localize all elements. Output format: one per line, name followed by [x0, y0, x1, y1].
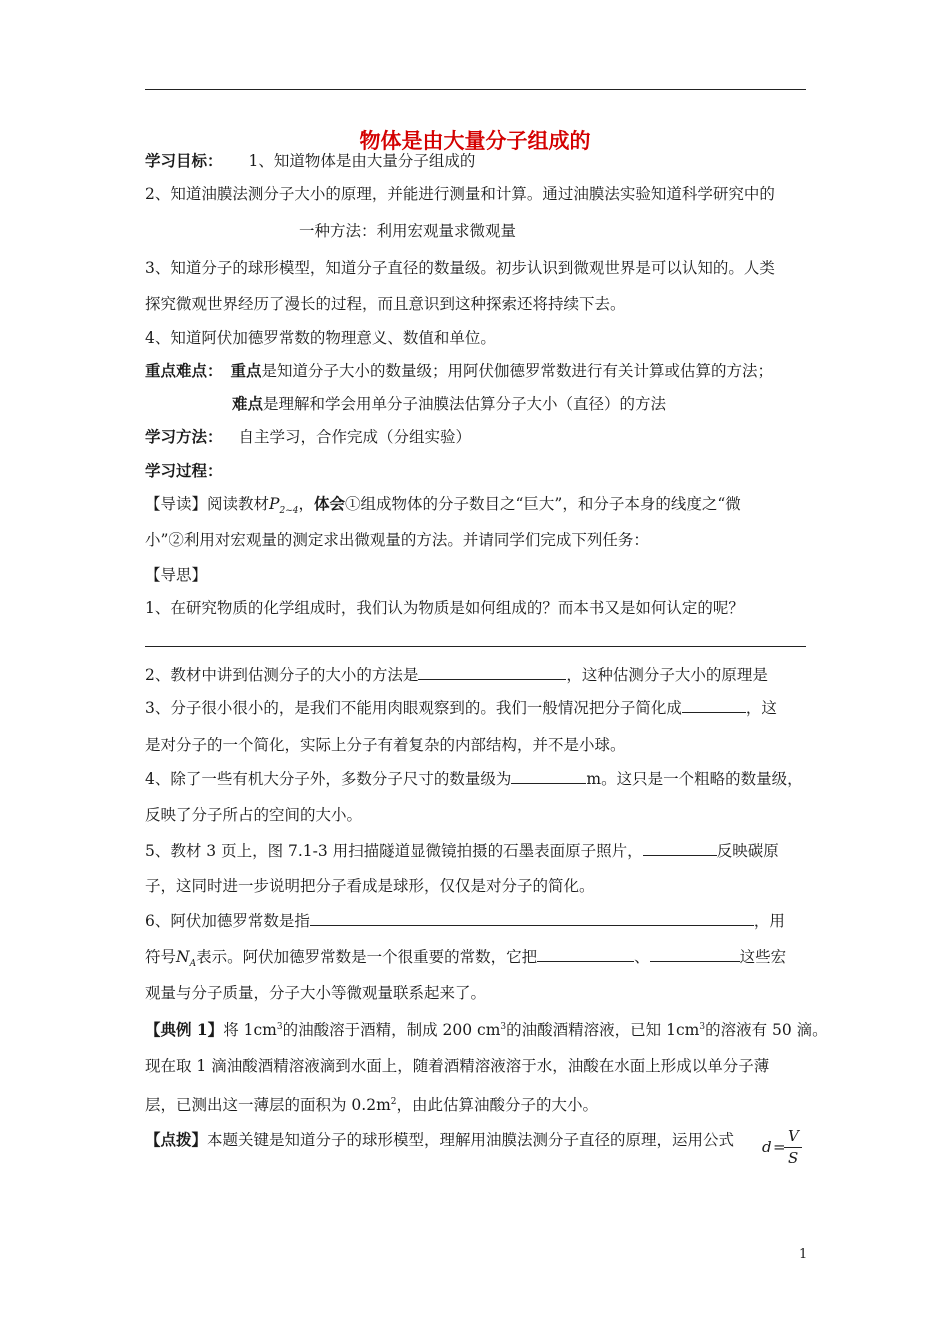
page-number: 1 [799, 1247, 808, 1262]
header-rule [145, 89, 806, 90]
key-important-text: 是知道分子大小的数量级；用阿伏伽德罗常数进行有关计算或估算的方法； [261, 362, 774, 380]
q6-text-b: ，用 [753, 912, 785, 930]
q6-blank-1[interactable] [310, 910, 754, 926]
q4-text-a: 4、除了一些有机大分子外，多数分子尺寸的数量级为 [145, 770, 512, 788]
guide-read-comma: ， [298, 495, 314, 513]
square-sup: 2 [390, 1097, 397, 1107]
method-line [145, 427, 471, 447]
example-text-d: 的溶液有 50 滴。 [705, 1021, 828, 1040]
question-1: 1、在研究物质的化学组成时，我们认为物质是如何组成的？而本书又是如何认定的呢？ [145, 599, 744, 617]
q6-text-a: 6、阿伏加德罗常数是指 [145, 912, 310, 930]
goal-2b: 一种方法：利用宏观量求微观量 [299, 222, 517, 240]
question-3 [145, 697, 777, 718]
q4-blank[interactable] [511, 768, 586, 784]
q6-text-g: 观量与分子质量，分子大小等微观量联系起来了。 [145, 984, 487, 1002]
example-line-2: 现在取 1 滴油酸酒精溶液滴到水面上，随着酒精溶液溶于水，油酸在水面上形成以单分子薄 [145, 1057, 770, 1075]
cube-sup-1: 3 [276, 1022, 283, 1032]
process-label: 学习过程： [145, 461, 223, 480]
goal-3a: 3、知道分子的球形模型，知道分子直径的数量级。初步认识到微观世界是可以认知的。人类 [145, 259, 775, 277]
answer-line-1[interactable] [145, 646, 806, 647]
key-difficult-label: 难点 [232, 394, 264, 413]
fraction-bar [784, 1147, 802, 1148]
page-title: 物体是由大量分子组成的 [359, 128, 591, 153]
goal-1: 1、知道物体是由大量分子组成的 [248, 152, 476, 170]
guide-read-text-1: 阅读教材 [207, 495, 270, 513]
q5-blank[interactable] [643, 840, 717, 856]
q6-blank-2[interactable] [537, 946, 634, 962]
example-tag: 【典例 1】 [145, 1020, 224, 1040]
q5-text-b: 反映碳原 [716, 842, 779, 860]
example-text-l3a: 层，已测出这一薄层的面积为 0.2m [145, 1096, 391, 1115]
goals-label: 学习目标： [145, 151, 223, 170]
question-2 [145, 664, 768, 685]
cube-sup-2: 3 [500, 1022, 507, 1032]
guide-read-bold: 体会 [313, 494, 345, 513]
hint-tag: 【点拨】 [145, 1130, 208, 1149]
formula-numerator: V [788, 1127, 799, 1145]
example-line-1 [145, 1017, 828, 1040]
example-text-a: 将 1cm [223, 1021, 277, 1040]
key-line-2 [232, 394, 666, 414]
q6-blank-3[interactable] [650, 946, 740, 962]
q6-text-e: 、 [634, 948, 650, 966]
q2-text-a: 2、教材中讲到估测分子的大小的方法是 [145, 666, 419, 684]
q6-line-2 [145, 946, 786, 974]
q5-text-c: 子，这同时进一步说明把分子看成是球形，仅仅是对分子的简化。 [145, 877, 595, 895]
question-6 [145, 910, 785, 931]
guide-read-line-1 [145, 494, 741, 521]
key-line-1 [145, 361, 773, 381]
q2-blank[interactable] [418, 664, 566, 680]
textbook-page-ref [269, 495, 299, 517]
q6-text-c: 符号 [145, 948, 177, 966]
q3-blank[interactable] [682, 697, 746, 713]
example-text-l3b: ，由此估算油酸分子的大小。 [396, 1096, 599, 1115]
goals-line-1 [145, 151, 475, 171]
formula-denominator: S [788, 1149, 799, 1167]
example-line-3 [145, 1092, 598, 1115]
example-text-c: 的油酸酒精溶液，已知 1cm [506, 1021, 700, 1040]
question-5 [145, 840, 779, 861]
goal-4: 4、知道阿伏加德罗常数的物理意义、数值和单位。 [145, 329, 496, 347]
method-label: 学习方法： [145, 427, 223, 446]
formula-equals: = [773, 1138, 786, 1156]
q6-text-f: 这些宏 [739, 948, 787, 966]
q4-text-b: m。这只是一个粗略的数量级， [586, 770, 803, 788]
key-difficult-text: 是理解和学会用单分子油膜法估算分子大小（直径）的方法 [263, 395, 667, 413]
q3-text-c: 是对分子的一个简化，实际上分子有着复杂的内部结构，并不是小球。 [145, 736, 626, 754]
q5-text-a: 5、教材 3 页上，图 7.1-3 用扫描隧道显微镜拍摄的石墨表面原子照片， [145, 842, 643, 860]
guide-read-text-3: ①组成物体的分子数目之“巨大”，和分子本身的线度之“微 [345, 495, 741, 513]
method-text: 自主学习，合作完成（分组实验） [238, 428, 472, 446]
goal-3b: 探究微观世界经历了漫长的过程，而且意识到这种探索还将持续下去。 [145, 295, 626, 313]
hint-line [145, 1130, 734, 1150]
q6-text-d: 表示。阿伏加德罗常数是一个很重要的常数，它把 [196, 948, 538, 966]
q4-text-c: 反映了分子所占的空间的大小。 [145, 806, 363, 824]
avogadro-symbol-sub: A [189, 959, 197, 970]
q2-text-b: ，这种估测分子大小的原理是 [566, 666, 768, 684]
page-ref-range: 2~4 [279, 506, 299, 517]
guide-read-line-2: 小”②利用对宏观量的测定求出微观量的方法。并请同学们完成下列任务： [145, 531, 649, 549]
key-important-label: 重点 [230, 361, 262, 380]
q3-text-a: 3、分子很小很小的，是我们不能用肉眼观察到的。我们一般情况把分子简化成 [145, 699, 682, 717]
q3-text-b: ，这 [745, 699, 777, 717]
formula-lhs: d [762, 1138, 772, 1156]
example-text-b: 的油酸溶于酒精，制成 200 cm [282, 1021, 501, 1040]
avogadro-symbol: N [176, 948, 190, 966]
question-4 [145, 768, 803, 789]
key-label: 重点难点： [145, 361, 223, 380]
cube-sup-3: 3 [699, 1022, 706, 1032]
page-ref-letter: P [269, 495, 280, 513]
guide-read-tag: 【导读】 [145, 495, 208, 513]
guide-think-tag: 【导思】 [145, 566, 208, 584]
hint-text: 本题关键是知道分子的球形模型，理解用油膜法测分子直径的原理，运用公式 [207, 1131, 735, 1149]
goal-2a: 2、知道油膜法测分子大小的原理，并能进行测量和计算。通过油膜法实验知道科学研究中的 [145, 185, 775, 203]
